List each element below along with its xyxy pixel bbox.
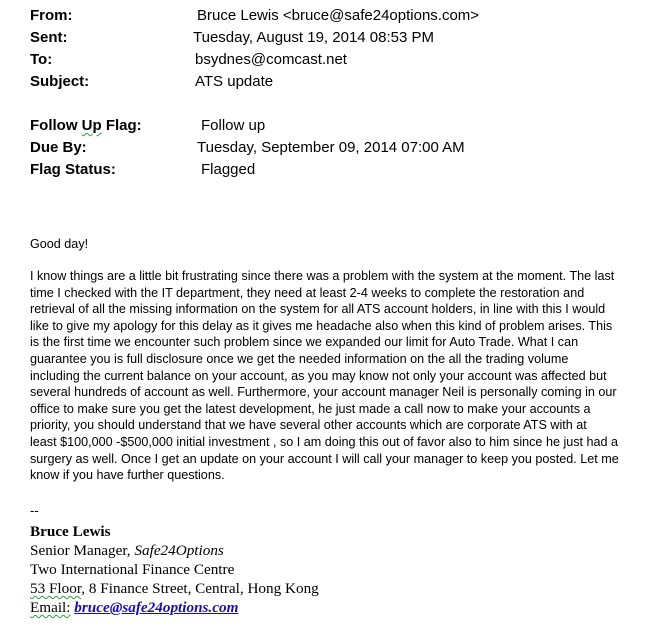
dueby-label: Due By: [30, 139, 87, 156]
to-label: To: [30, 51, 53, 68]
message-line: know if you have further questions. [30, 468, 225, 483]
message-line: I know things are a little bit frustrating since there was a problem with the system at the moment. The last [30, 269, 615, 283]
signature-address1: Two International Finance Centre [30, 561, 235, 578]
greeting: Good day! [30, 237, 89, 251]
followup-label-up: Up [81, 117, 102, 134]
signature-separator: -- [30, 503, 39, 518]
message-line: office to make sure you get the latest development, he just made a call now to make your accounts a [30, 401, 591, 416]
message-line: like to give my apology for this delay as it gives me headache also when this kind of problem arises. This [30, 318, 613, 333]
message-line: priority, you should understand that we have several other accounts which are corporate ATS with at [30, 418, 587, 433]
subject-label: Subject: [30, 73, 90, 90]
signature-email-label: Email: [30, 599, 71, 616]
flagstatus-label: Flag Status: [30, 161, 116, 178]
signature-address2-text: , 8 Finance Street, Central, Hong Kong [81, 580, 319, 597]
message-line: is the first time we encounter such problem since we expanded our limit for Auto Trade. What I can [30, 335, 579, 350]
message-line: several hundreds of account as well. Furthermore, your account manager Neil is personally coming in our [30, 385, 617, 400]
signature-title [30, 542, 224, 560]
message-paragraph [30, 268, 662, 484]
message-line: least $100,000 -$500,000 initial investment , so I am doing this out of favor also to him since he just had a [30, 434, 619, 449]
signature-address2 [30, 580, 319, 598]
message-line: including the current balance on your account, as you may know not only your account was affected but [30, 368, 607, 383]
followup-value: Follow up [201, 117, 266, 134]
signature-title-text: Senior Manager, [30, 542, 135, 559]
flagstatus-value: Flagged [201, 161, 256, 178]
message-line: guarantee you is full disclosure once we get the needed information on the all the trading volume [30, 351, 569, 366]
sent-value: Tuesday, August 19, 2014 08:53 PM [193, 29, 434, 46]
sent-label: Sent: [30, 29, 68, 46]
message-line: retrieval of all the missing information on the system for all ATS account holders, in line with this I would [30, 302, 606, 317]
signature-company: Safe24Options [134, 542, 224, 559]
signature-email-row [30, 599, 238, 617]
signature-floor: 53 Floor [30, 580, 82, 597]
to-value[interactable]: bsydnes@comcast.net [195, 51, 347, 68]
signature-email-link[interactable]: bruce@safe24options.com [74, 599, 239, 616]
followup-label: Follow Up Flag: [30, 117, 142, 134]
from-label: From: [30, 7, 73, 24]
message-line: surgery as well. Once I get an update on your account I will call your manager to keep you posted. Let me [30, 451, 619, 466]
subject-value: ATS update [195, 73, 274, 90]
dueby-value: Tuesday, September 09, 2014 07:00 AM [197, 139, 465, 156]
message-line: time I checked with the IT department, they need at least 2-4 weeks to complete the restoration and [30, 285, 585, 300]
from-value: Bruce Lewis <bruce@safe24options.com> [197, 7, 480, 24]
signature-name: Bruce Lewis [30, 523, 111, 540]
